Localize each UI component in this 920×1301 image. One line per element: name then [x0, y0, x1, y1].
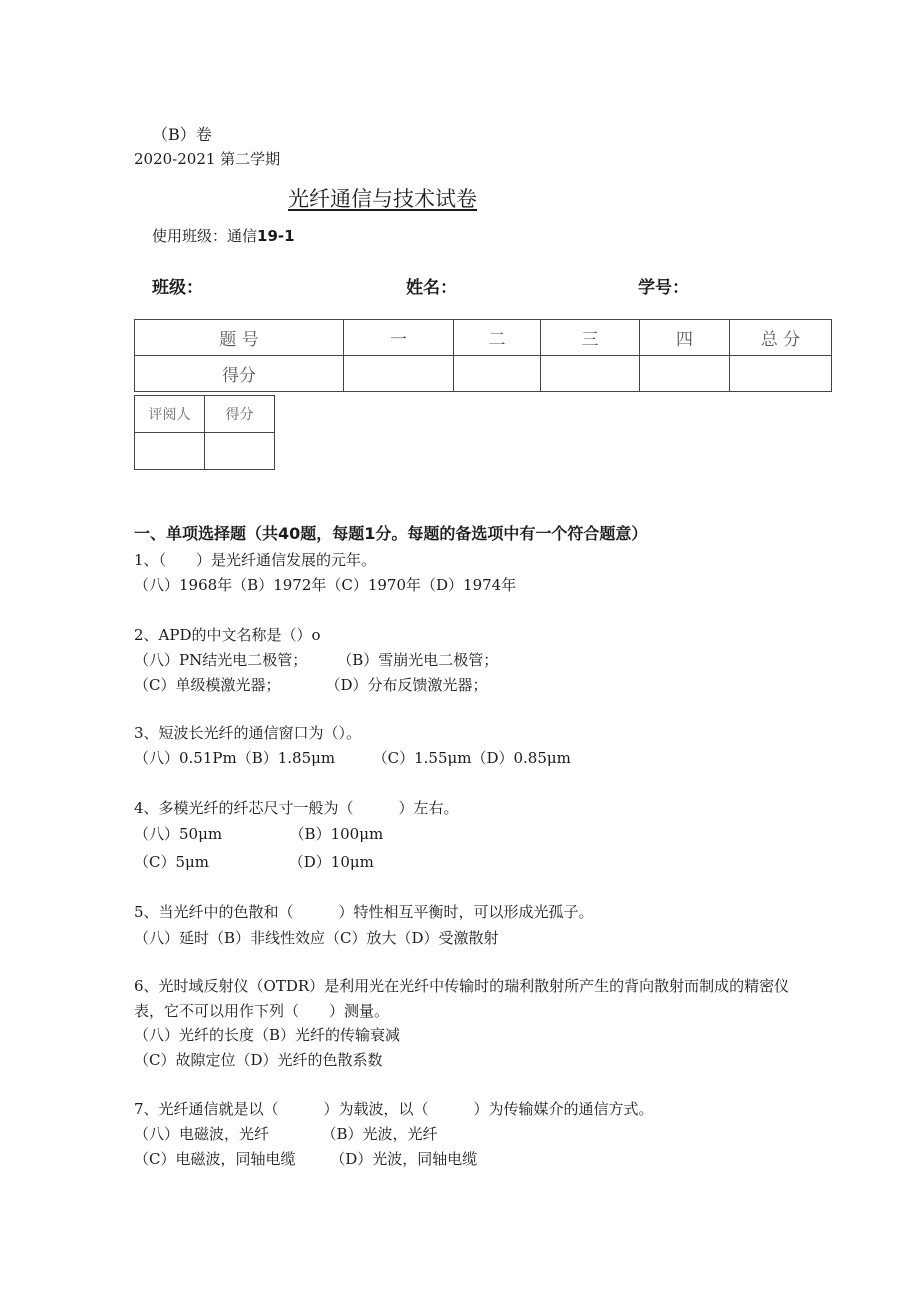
- grader-value-row: [135, 433, 275, 470]
- question-line: （八）1968年（B）1972年（C）1970年（D）1974年: [134, 576, 517, 594]
- question-line: （C）故隙定位（D）光纤的色散系数: [134, 1051, 383, 1069]
- score-input-cell[interactable]: [541, 356, 640, 392]
- score-cell: 一: [344, 320, 454, 356]
- score-cell: 二: [454, 320, 541, 356]
- grader-header: 评阅人: [135, 396, 205, 433]
- question-line: 7、光纤通信就是以（ ）为载波，以（ ）为传输媒介的通信方式。: [134, 1100, 654, 1118]
- question-line: （C）5μm （D）10μm: [134, 853, 374, 871]
- score-table: [134, 319, 832, 392]
- question-line: 2、APD的中文名称是（）o: [134, 626, 321, 644]
- question-line: （八）50μm （B）100μm: [134, 825, 384, 843]
- score-input-cell[interactable]: [640, 356, 730, 392]
- section-title: 一、单项选择题（共40题，每题1分。每题的备选项中有一个符合题意）: [134, 524, 648, 543]
- score-header-row: [135, 320, 832, 356]
- score-input-cell[interactable]: [344, 356, 454, 392]
- question-line: （八）0.51Pm（B）1.85μm （C）1.55μm（D）0.85μm: [134, 749, 571, 767]
- score-cell: 总 分: [730, 320, 832, 356]
- score-value-row: [135, 356, 832, 392]
- question-line: 1、（ ）是光纤通信发展的元年。: [134, 551, 377, 569]
- student-id-field: 学号：: [638, 278, 689, 298]
- grader-header: 得分: [205, 396, 275, 433]
- question-line: 6、光时域反射仪（OTDR）是利用光在光纤中传输时的瑞利散射所产生的背向散射而制成的精密仪: [134, 977, 790, 995]
- grader-input-cell[interactable]: [135, 433, 205, 470]
- score-row-label: 得分: [135, 356, 344, 392]
- grader-table: [134, 395, 275, 470]
- question-line: （C）电磁波，同轴电缆 （D）光波，同轴电缆: [134, 1150, 478, 1168]
- exam-title: 光纤通信与技术试卷: [288, 187, 477, 211]
- class-value: 19-1: [257, 227, 295, 245]
- class-field: 班级：: [152, 278, 203, 298]
- question-line: 5、当光纤中的色散和（ ）特性相互平衡时，可以形成光孤子。: [134, 903, 594, 921]
- score-cell: 题 号: [135, 320, 344, 356]
- name-field: 姓名：: [406, 278, 457, 298]
- class-label: 使用班级：通信: [152, 227, 258, 245]
- score-cell: 三: [541, 320, 640, 356]
- question-line: （八）光纤的长度（B）光纤的传输衰减: [134, 1026, 401, 1044]
- grader-header-row: [135, 396, 275, 433]
- class-line: [152, 225, 295, 246]
- paper-code: （B）卷: [152, 125, 212, 144]
- grader-input-cell[interactable]: [205, 433, 275, 470]
- question-line: （八）电磁波，光纤 （B）光波，光纤: [134, 1125, 438, 1143]
- semester: 2020-2021 第二学期: [134, 150, 281, 168]
- question-line: （八）延时（B）非线性效应（C）放大（D）受激散射: [134, 929, 499, 947]
- score-cell: 四: [640, 320, 730, 356]
- question-line: 表，它不可以用作下列（ ）测量。: [134, 1002, 390, 1020]
- question-line: 4、多模光纤的纤芯尺寸一般为（ ）左右。: [134, 799, 459, 817]
- question-line: （八）PN结光电二极管； （B）雪崩光电二极管；: [134, 651, 499, 669]
- score-input-cell[interactable]: [730, 356, 832, 392]
- question-line: 3、短波长光纤的通信窗口为（）。: [134, 724, 362, 742]
- score-input-cell[interactable]: [454, 356, 541, 392]
- question-line: （C）单级模激光器； （D）分布反馈激光器；: [134, 676, 488, 694]
